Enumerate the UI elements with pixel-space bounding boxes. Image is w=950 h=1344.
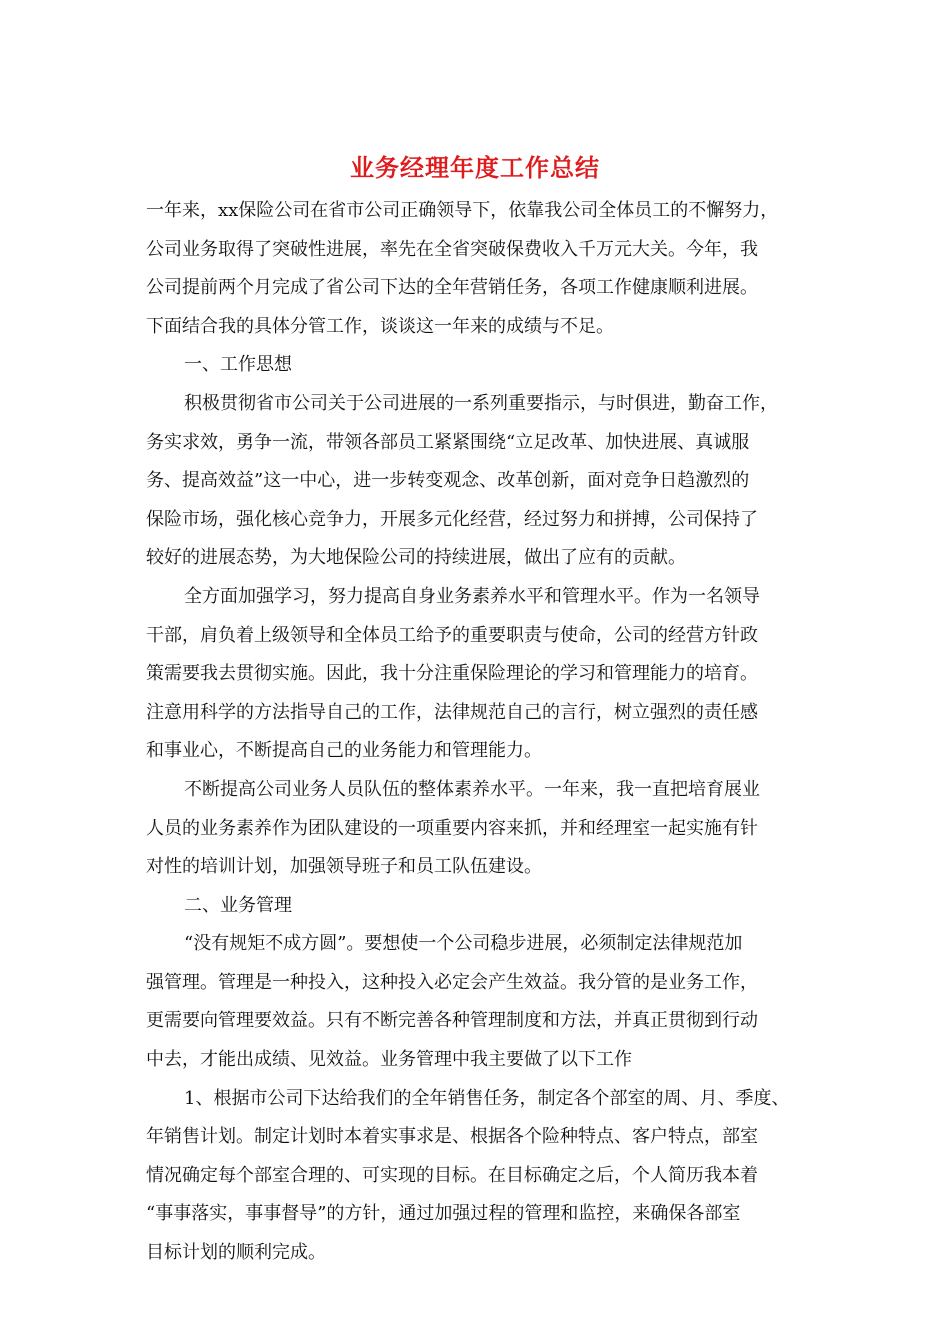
text-line: 务、提高效益”这一中心，进一步转变观念、改革创新，面对竞争日趋激烈的 — [146, 470, 750, 492]
text-line: 更需要向管理要效益。只有不断完善各种管理制度和方法，并真正贯彻到行动 — [146, 1010, 758, 1032]
text-line: “事事落实，事事督导”的方针，通过加强过程的管理和监控，来确保各部室 — [146, 1203, 741, 1225]
text-line: 一年来，xx保险公司在省市公司正确领导下，依靠我公司全体员工的不懈努力， — [146, 200, 779, 221]
text-line: 对性的培训计划，加强领导班子和员工队伍建设。 — [146, 856, 542, 878]
text-line: 较好的进展态势，为大地保险公司的持续进展，做出了应有的贡献。 — [146, 547, 686, 569]
text-line: 目标计划的顺利完成。 — [146, 1242, 326, 1264]
text-line: 强管理。管理是一种投入，这种投入必定会产生效益。我分管的是业务工作， — [146, 971, 758, 993]
text-line: 全方面加强学习，努力提高自身业务素养水平和管理水平。作为一名领导 — [184, 585, 760, 607]
text-line: 务实求效，勇争一流，带领各部员工紧紧围绕“立足改革、加快进展、真诚服 — [146, 431, 750, 453]
text-line: 中去，才能出成绩、见效益。业务管理中我主要做了以下工作 — [146, 1049, 632, 1071]
text-line: 不断提高公司业务人员队伍的整体素养水平。一年来，我一直把培育展业 — [184, 778, 760, 800]
text-line: “没有规矩不成方圆”。要想使一个公司稳步进展，必须制定法律规范加 — [184, 933, 743, 955]
text-line: 干部，肩负着上级领导和全体员工给予的重要职责与使命，公司的经营方针政 — [146, 624, 758, 646]
text-line: 人员的业务素养作为团队建设的一项重要内容来抓，并和经理室一起实施有针 — [146, 817, 758, 839]
text-line: 1、根据市公司下达给我们的全年销售任务，制定各个部室的周、月、季度、 — [184, 1087, 790, 1109]
text-line: 下面结合我的具体分管工作，谈谈这一年来的成绩与不足。 — [146, 315, 614, 337]
document-body — [146, 192, 816, 1273]
text-line: 情况确定每个部室合理的、可实现的目标。在目标确定之后，个人简历我本着 — [146, 1164, 758, 1186]
section-heading-work-thought: 一、工作思想 — [184, 354, 292, 376]
text-line: 保险市场，强化核心竞争力，开展多元化经营，经过努力和拼搏，公司保持了 — [146, 508, 758, 530]
section-heading-business-management: 二、业务管理 — [184, 894, 292, 916]
text-line: 注意用科学的方法指导自己的工作，法律规范自己的言行，树立强烈的责任感 — [146, 701, 758, 723]
text-line: 积极贯彻省市公司关于公司进展的一系列重要指示，与时俱进，勤奋工作， — [184, 392, 778, 414]
text-line: 公司业务取得了突破性进展，率先在全省突破保费收入千万元大关。今年，我 — [146, 238, 758, 260]
document-title: 业务经理年度工作总结 — [350, 153, 600, 182]
text-line: 和事业心，不断提高自己的业务能力和管理能力。 — [146, 740, 542, 762]
text-line: 年销售计划。制定计划时本着实事求是、根据各个险种特点、客户特点，部室 — [146, 1126, 758, 1148]
text-line: 策需要我去贯彻实施。因此，我十分注重保险理论的学习和管理能力的培育。 — [146, 663, 758, 685]
text-line: 公司提前两个月完成了省公司下达的全年营销任务，各项工作健康顺利进展。 — [146, 277, 758, 299]
